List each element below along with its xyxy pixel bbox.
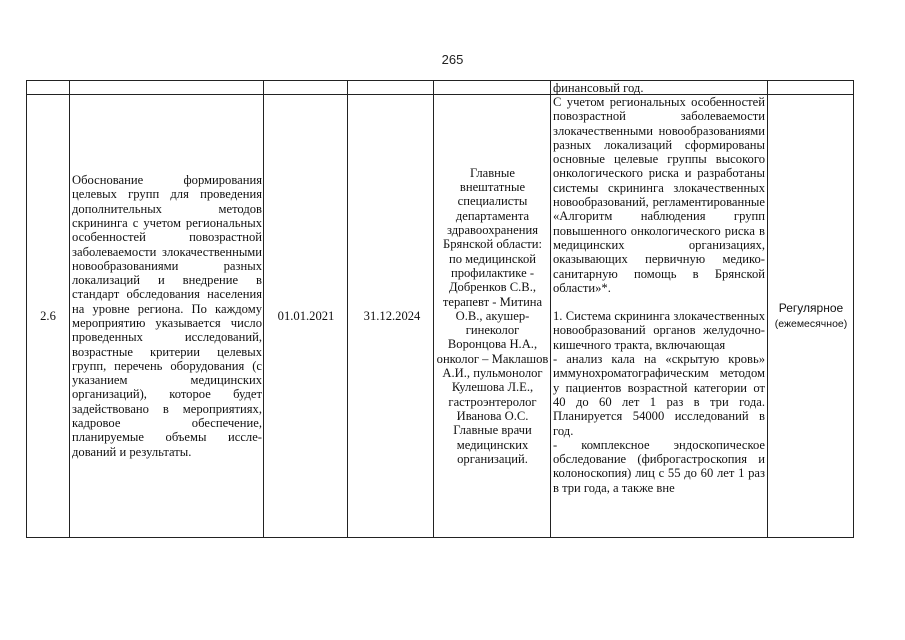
result-paragraph: - комплексное эндоскопическое обследование (фиброгастроскопия и колоноскопия) лиц с 55 до 60 лет 1 раз в три года, а также вне <box>553 437 765 495</box>
row-number-cell <box>27 95 69 537</box>
column-divider <box>347 81 348 537</box>
column-divider <box>69 81 70 537</box>
description-text: Обоснование формирования целевых групп для проведения дополнительных методов скрининга с учетом региональных особенностей повозрастной заболеваемости злокачественными новообразованиями разных локализаций и внедрение в стандарт обследования населения на уровне региона. По каждому мероприятию указывается число проведенных исследований, возрастные критерии целевых групп, перечень оборудования (с указанием медицинских организаций), которое будет задействовано в мероприятиях, кадровое обеспечение, планируемые объемы иссле-дований и результаты. <box>72 173 262 459</box>
end-date-cell <box>349 95 435 537</box>
row-number: 2.6 <box>40 308 56 323</box>
column-divider <box>767 81 768 537</box>
column-divider <box>550 81 551 537</box>
result-cell <box>553 95 765 537</box>
result-paragraph: С учетом региональных особенностей повозрастной заболеваемости злокачественными новообразованиями разных локализаций сформированы основные целевые группы высокого онкологического риска и разработаны системы скрининга злокачественных новообразований, регламентированные «Алгоритм наблюдения групп повышенного онкологического риска в медицинских организациях, оказывающих первичную медико-санитарную помощь в Брянской области»*. <box>553 95 765 295</box>
column-divider <box>263 81 264 537</box>
start-date-cell <box>265 95 347 537</box>
description-cell <box>72 95 262 537</box>
responsible-cell <box>436 95 549 537</box>
end-date: 31.12.2024 <box>363 308 421 323</box>
result-paragraph: - анализ кала на «скрытую кровь» иммунохроматографическим методом у пациентов возрастной категории от 40 до 60 лет 1 раз в три года. Планируется 54000 исследований в год. <box>553 352 765 438</box>
previous-row-text: финансовый год. <box>553 81 644 95</box>
plan-table <box>26 80 854 538</box>
page-number: 265 <box>441 52 464 67</box>
result-paragraph: 1. Система скрининга злокачественных новообразований органов желудочно-кишечного тракта, включающая <box>553 309 765 352</box>
frequency-cell <box>769 95 853 537</box>
frequency-label: Регулярное <box>778 300 844 315</box>
frequency-note: (ежемесячное) <box>774 318 848 330</box>
start-date: 01.01.2021 <box>277 308 335 323</box>
responsible-text: Главные внештатные специалисты департамента здравоохранения Брянской области: по медицинской профилактике - Добренков С.В., терапевт - Митина О.В., акушер-гинеколог Воронцова Н.А., онколог – Маклашов А.И., пульмонолог Кулешова Л.Е., гастроэнтеролог Иванова О.С. Главные врачи медицинских организаций. <box>436 165 549 466</box>
